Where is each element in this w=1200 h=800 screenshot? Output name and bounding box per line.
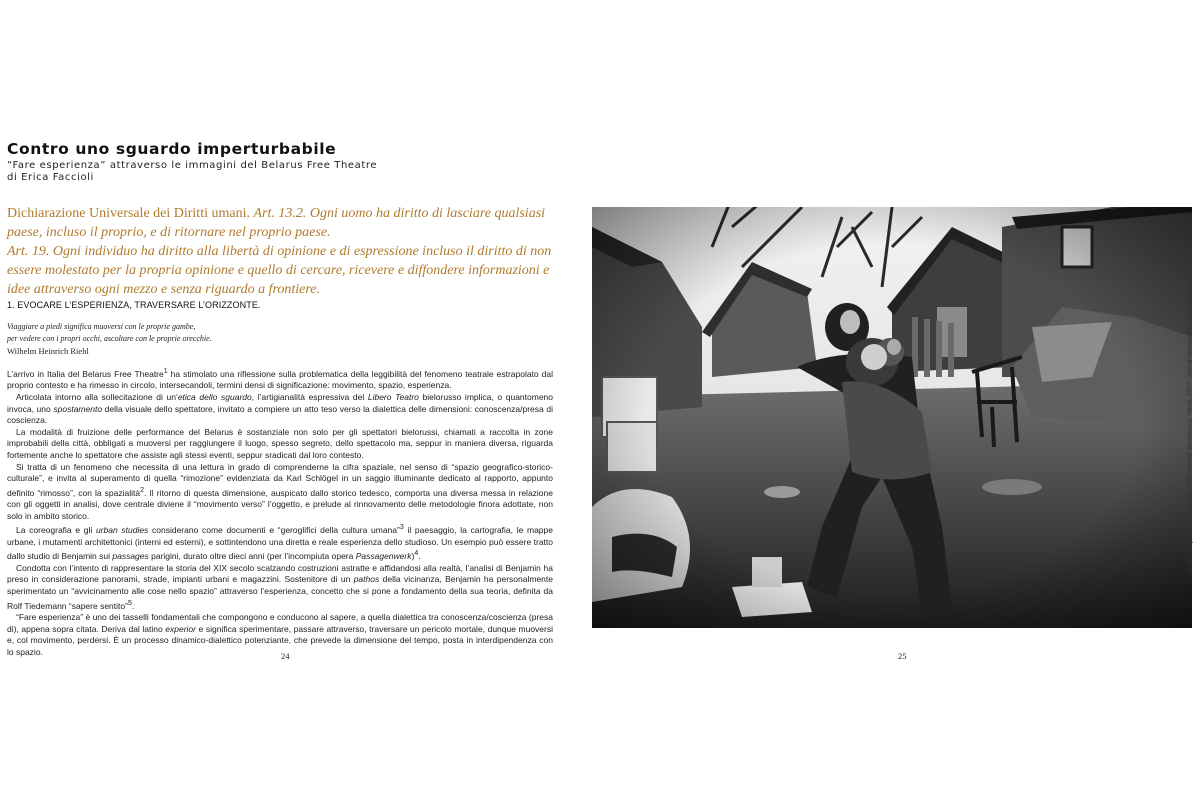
paragraph-1 (7, 366, 553, 392)
text-run: La coreografia e gli (16, 525, 96, 536)
italic-run: etica dello sguardo (177, 392, 252, 403)
declaration-quote (7, 204, 567, 299)
italic-run: passages (112, 551, 149, 562)
text-run: ha stimolato una riflessione sulla problematica della leggibilità del fenomeno teatrale estrapolato dal proprio contesto e ha rimesso in circolo, intersecandoli, termini densi di significazione: movimento, spazio, esperienza. (7, 368, 554, 391)
text-run: ) (411, 551, 415, 562)
page-number-right: 25 (898, 651, 907, 661)
text-run: Condotta con l’intento di rappresentare la storia del XIX secolo scalzando costruzioni astratte e affidandosi alla realtà, l’analisi di Benjamin ha preso in considerazione panorami, strade, impianti urbani e magazzini. Sostenitore di un (7, 562, 553, 585)
text-run: della vicinanza, Benjamin ha personalmente sperimentato un “avvicinamento alle cose nello spazio” attraverso l’esperienza, concetto che si pone a fondamento della sua teoria, definita da Rolf Tiedemann “sapere sentito” (7, 574, 553, 611)
text-run: Articolata intorno alla sollecitazione di un’ (16, 392, 178, 403)
epigraph-author: Wilhelm Heinrich Riehl (7, 346, 89, 356)
footnote-ref: 4 (414, 549, 419, 558)
paragraph-2 (7, 392, 553, 427)
footnote-ref: 3 (399, 523, 404, 532)
section-heading: 1. EVOCARE L’ESPERIENZA, TRAVERSARE L’ORIZZONTE. (7, 300, 261, 310)
paragraph-5 (7, 522, 553, 562)
page-number-left: 24 (281, 651, 290, 661)
text-run: . Il ritorno di questa dimensione, auspicato dallo storico tedesco, comporta una diversa messa in relazione con gli oggetti in analisi, dove centrale diviene il “movimento verso” l’oggetto, e prelude al rinnovamento delle metodologie finora adottate, non solo in ambito storico. (7, 487, 553, 521)
declaration-art19: Art. 19. Ogni individuo ha diritto alla libertà di opinione e di espressione incluso il diritto di non essere molestato per la propria opinione e quello di cercare, ricevere e diffondere informazioni e idee attraverso ogni mezzo e senza riguardo a frontiere. (7, 244, 552, 297)
photo-credit-text: Alcuni componenti del Belarus Free Theatre, Bielorussia, Minsk, 2007 - foto di Alessandro Vincenzi/Grosse Photo (1186, 262, 1194, 573)
text-run: L’arrivo in Italia del Belarus Free Theatre (7, 368, 164, 379)
declaration-art13: Art. 13.2. Ogni uomo ha diritto di lasciare qualsiasi paese, incluso il proprio, e di ritornare nel proprio paese. (7, 206, 546, 240)
text-run: Si tratta di un fenomeno che necessita di una lettura in grado di comprenderne la cifra spaziale, nel senso di “spazio geografico-storico-culturale”, e invita al superamento di quella “rimozione” evidenziata da Karl Schlögel in un saggio illuminante dedicato al rapporto, appunto definito “rimosso”, con la spazialità (7, 461, 553, 498)
text-run: e significa sperimentare, passare attraverso, traversare un pericolo mortale, dunque muoversi e, col movimento, perdersi. È un processo dinamico-dialettico potenziante, che prevede la dimensione del tempo, posta in interdipendenza con lo spazio. (7, 623, 554, 657)
text-run: , l’artigianalità espressiva del (251, 392, 368, 403)
footnote-ref: 2 (140, 485, 145, 494)
italic-run: pathos (353, 574, 380, 585)
epigraph (7, 321, 307, 357)
epigraph-line-2: per vedere con i propri occhi, ascoltare con le proprie orecchie. (7, 334, 212, 343)
article-title: Contro uno sguardo imperturbabile (7, 140, 337, 158)
text-run: bielorusso implica, o quantomeno invoca, uno (7, 392, 554, 414)
paragraph-7 (7, 612, 553, 658)
text-run: “Fare esperienza” è uno dei tasselli fondamentali che compongono e conducono al sapere, a quella dialettica tra conoscenza/coscienza (presa di), appena sopra citata. Deriva dal latino (7, 612, 553, 634)
italic-run: Passagenwerk (355, 551, 412, 562)
declaration-lead: Dichiarazione Universale dei Diritti umani. (7, 206, 254, 221)
italic-run: experior (165, 623, 196, 634)
text-run: della visuale dello spettatore, invitato a compiere un atto teso verso la dialettica delle dimensioni: conoscenza/presa di coscienza. (7, 403, 553, 426)
text-run: il paesaggio, la cartografia, le mappe urbane, i mutamenti architettonici (interni ed esterni), e sottintendono una diretta e reale esperienza dello studioso. Un esempio può essere tratto dallo studio di Benjamin sui (7, 525, 553, 562)
photo-credit (1183, 207, 1197, 628)
epigraph-line-1: Viaggiare a piedi significa muoversi con le proprie gambe, (7, 322, 196, 331)
article-body (7, 366, 553, 658)
text-run: . (418, 551, 421, 562)
footnote-ref: 1 (163, 367, 168, 375)
text-run: parigini, durato oltre dieci anni (per l’incompiuta opera (148, 551, 356, 562)
footnote-ref: 5 (127, 598, 132, 607)
photograph-icon (592, 207, 1192, 628)
article-subtitle: “Fare esperienza” attraverso le immagini del Belarus Free Theatre (7, 160, 378, 171)
right-page (600, 0, 1200, 800)
text-run: . (131, 600, 135, 611)
article-byline: di Erica Faccioli (7, 172, 94, 183)
paragraph-6 (7, 563, 553, 612)
text-run: considerano come documenti e “geroglifici della cultura umana” (148, 525, 400, 536)
paragraph-4 (7, 462, 553, 523)
italic-run: Libero Teatro (367, 392, 419, 403)
italic-run: spostamento (53, 403, 103, 414)
paragraph-3: La modalità di fruizione delle performance del Belarus è sostanziale non solo per gli spettatori bielorussi, chiamati a raccolta in zone improbabili della città, obbligati a muoversi per raggiungere il luogo, spesso segreto, dello spettacolo ma, seppur in maniera diversa, riguarda fortemente anche lo spettatore che assiste agli stessi eventi, seppur sradicati dal loro contesto. (7, 426, 553, 460)
italic-run: urban studies (95, 525, 149, 536)
